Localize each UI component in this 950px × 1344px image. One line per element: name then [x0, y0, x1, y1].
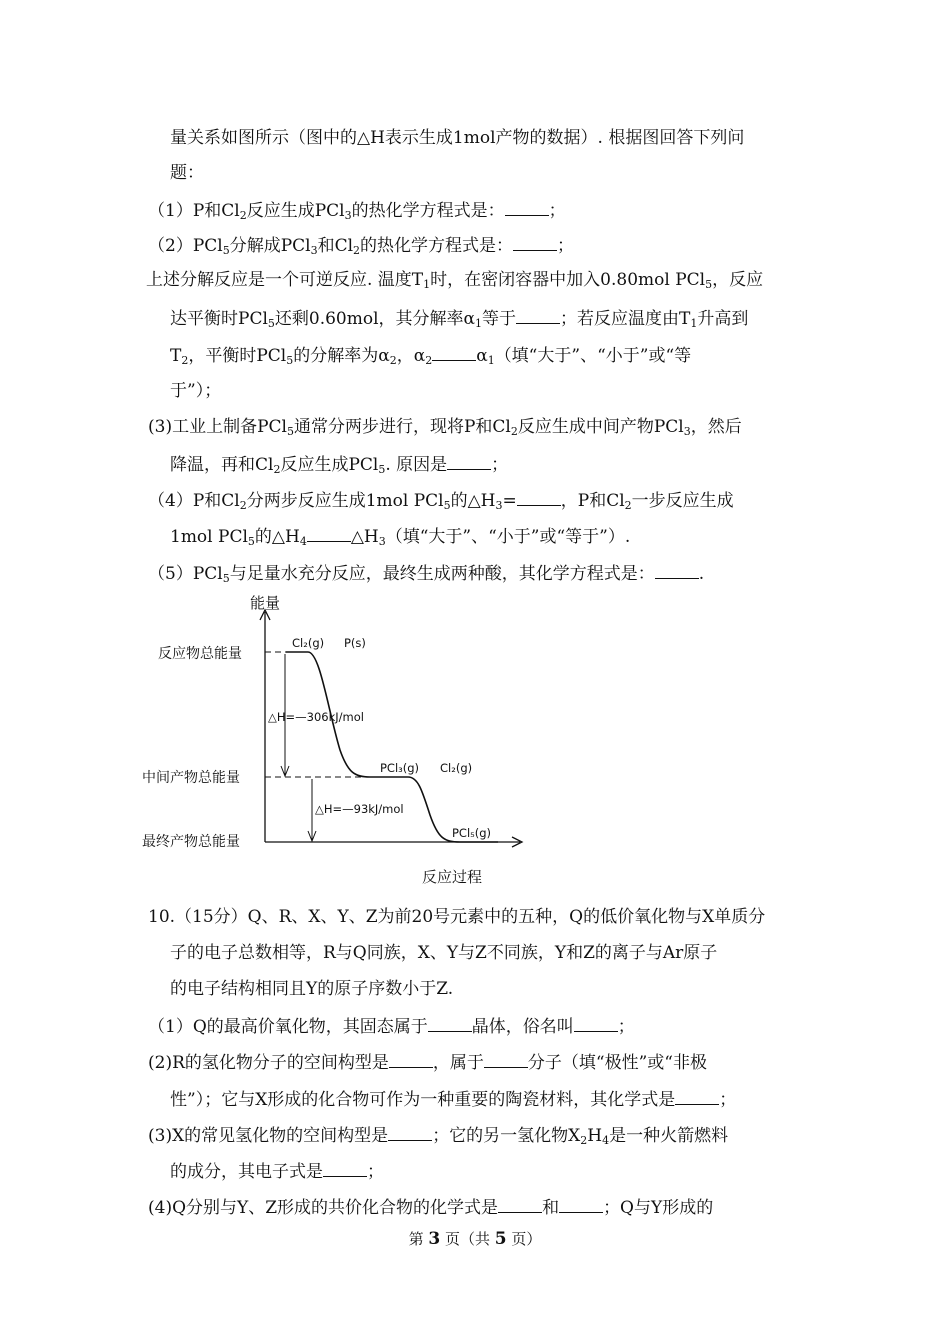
- answer-blank[interactable]: [655, 561, 699, 579]
- question-5: （5）PCl$_5$与足量水充分反应，最终生成两种酸，其化学方程式是： .: [148, 561, 704, 586]
- y-axis-label: 能量: [250, 594, 281, 612]
- intro-line-2: 题：: [170, 163, 204, 183]
- page-footer: 第 3 页（共 5 页）: [408, 1229, 542, 1249]
- delta-h-2-label: △H=—93kJ/mol: [315, 802, 404, 816]
- answer-blank[interactable]: [447, 452, 491, 470]
- answer-blank[interactable]: [505, 198, 549, 216]
- species-cl2-b: Cl₂(g): [440, 761, 473, 775]
- answer-blank[interactable]: [498, 1195, 542, 1213]
- question-10-3-line-2: 的成分，其电子式是 ；: [170, 1159, 384, 1184]
- level-final-label: 最终产物总能量: [142, 834, 240, 850]
- question-3-line-2: 降温，再和$Cl_2$反应生成PCl$_5$. 原因是 ；: [170, 452, 508, 477]
- answer-blank[interactable]: [389, 1050, 433, 1068]
- question-10-1: （1）Q的最高价氧化物，其固态属于 晶体，俗名叫 ；: [148, 1014, 635, 1039]
- answer-blank[interactable]: [574, 1014, 618, 1032]
- question-10-line-3: 的电子结构相同且Y的原子序数小于Z.: [170, 979, 454, 999]
- delta-h-1-label: △H=—306kJ/mol: [268, 710, 364, 724]
- para-line-1: 上述分解反应是一个可逆反应. 温度$T_1$时，在密闭容器中加入0.80mol PCl$_5$，反应: [146, 270, 764, 291]
- question-10-line-2: 子的电子总数相等，R与Q同族，X、Y与Z不同族，Y和Z的离子与Ar原子: [170, 943, 718, 963]
- para-line-2: 达平衡时PCl$_5$还剩0.60mol，其分解率$\alpha_1$等于 ；若反应温度由$T_1$升高到: [170, 306, 748, 331]
- answer-blank[interactable]: [513, 233, 557, 251]
- level-reactants-label: 反应物总能量: [158, 646, 242, 662]
- energy-diagram: [140, 590, 540, 890]
- answer-blank[interactable]: [323, 1159, 367, 1177]
- species-pcl3: PCl₃(g): [380, 761, 420, 775]
- answer-blank[interactable]: [484, 1050, 528, 1068]
- question-10-line-1: 10.（15分）Q、R、X、Y、Z为前20号元素中的五种，Q的低价氧化物与X单质分: [148, 907, 766, 927]
- answer-blank[interactable]: [388, 1123, 432, 1141]
- para-line-3: $T_2$，平衡时PCl$_5$的分解率为$\alpha_2$，$\alpha_2$ $\alpha_1$（填“大于”、“小于”或“等: [170, 343, 691, 368]
- answer-blank[interactable]: [516, 306, 560, 324]
- species-pcl5: PCl₅(g): [452, 826, 492, 840]
- question-10-2-line-2: 性”）；它与X形成的化合物可作为一种重要的陶瓷材料，其化学式是 ；: [170, 1087, 736, 1112]
- species-p: P(s): [344, 636, 366, 650]
- answer-blank[interactable]: [307, 524, 351, 542]
- question-4-line-1: （4）P和$Cl_2$分两步反应生成1mol PCl$_5$的$\triangle H_3=$ ，P和$Cl_2$一步反应生成: [148, 488, 734, 513]
- species-cl2: Cl₂(g): [292, 636, 325, 650]
- answer-blank[interactable]: [432, 343, 476, 361]
- answer-blank[interactable]: [675, 1087, 719, 1105]
- question-10-2-line-1: (2)R的氢化物分子的空间构型是 ，属于 分子（填“极性”或“非极: [148, 1050, 707, 1075]
- level-intermediate-label: 中间产物总能量: [142, 770, 240, 786]
- answer-blank[interactable]: [559, 1195, 603, 1213]
- x-axis-label: 反应过程: [422, 868, 483, 886]
- page-total: 5: [494, 1229, 507, 1249]
- question-10-4: (4)Q分别与Y、Z形成的共价化合物的化学式是 和 ；Q与Y形成的: [148, 1195, 713, 1220]
- question-10-3-line-1: (3)X的常见氢化物的空间构型是 ；它的另一氢化物$X_2H_4$是一种火箭燃料: [148, 1123, 728, 1148]
- question-4-line-2: 1mol PCl$_5$的$\triangle H_4$ $\triangle H_3$（填“大于”、“小于”或“等于”）.: [170, 524, 630, 549]
- answer-blank[interactable]: [428, 1014, 472, 1032]
- question-2: （2）PCl$_5$分解成PCl$_3$和$Cl_2$的热化学方程式是： ；: [148, 233, 574, 258]
- intro-line-1: 量关系如图所示（图中的△H表示生成1mol产物的数据）. 根据图回答下列问: [170, 128, 745, 148]
- question-3-line-1: (3)工业上制备PCl$_5$通常分两步进行，现将P和$Cl_2$反应生成中间产物PCl$_3$，然后: [148, 417, 742, 438]
- page-number: 3: [428, 1229, 441, 1249]
- question-1: （1）P和$Cl_2$反应生成PCl$_3$的热化学方程式是： ；: [148, 198, 566, 223]
- para-line-4: 于”）；: [170, 381, 222, 401]
- answer-blank[interactable]: [517, 488, 561, 506]
